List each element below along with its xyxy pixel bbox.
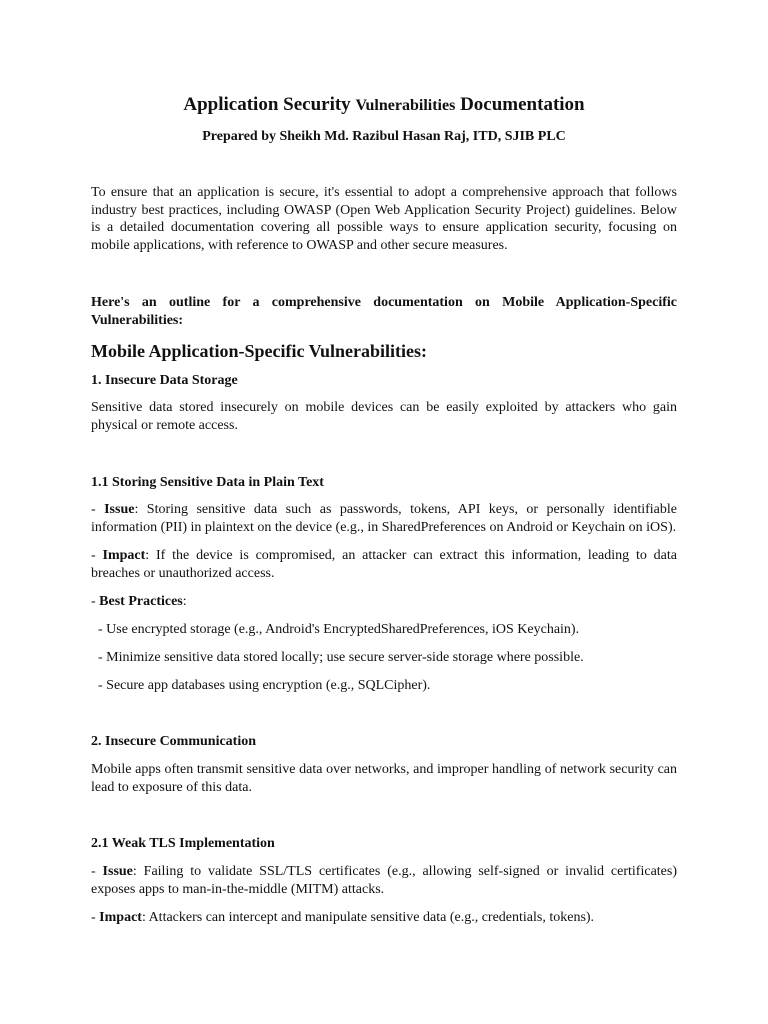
best-practice-item: - Secure app databases using encryption (e.g., SQLCipher). xyxy=(98,678,431,693)
issue-prefix: - xyxy=(91,502,105,517)
title-part-3: Documentation xyxy=(460,94,585,115)
document-title xyxy=(0,94,768,117)
paragraph-insecure-communication: Mobile apps often transmit sensitive data over networks, and improper handling of network security can lead to exposure of this data. xyxy=(91,762,677,795)
outline-paragraph: Here's an outline for a comprehensive documentation on Mobile Application-Specific Vulnerabilities: xyxy=(91,295,677,328)
bp-prefix: - xyxy=(91,594,100,609)
title-part-1: Application Security xyxy=(183,94,351,115)
impact-plain-text xyxy=(91,547,677,582)
impact-prefix: - xyxy=(91,910,100,925)
intro-paragraph: To ensure that an application is secure, it's essential to adopt a comprehensive approach that follows industry best practices, including OWASP (Open Web Application Security Project) guidelines. Below is a detailed documentation covering all possible ways to ensure application security, focusing on mobile applications, with reference to OWASP and other secure measures. xyxy=(91,185,677,253)
impact-text: : Attackers can intercept and manipulate sensitive data (e.g., credentials, tokens). xyxy=(141,910,595,925)
section-heading: Mobile Application-Specific Vulnerabilities: xyxy=(91,341,428,361)
issue-label: Issue xyxy=(102,864,133,879)
impact-prefix: - xyxy=(91,548,103,563)
title-part-2: Vulnerabilities xyxy=(355,97,456,114)
best-practice-item: - Minimize sensitive data stored locally; use secure server-side storage where possible. xyxy=(98,650,584,665)
heading-weak-tls: 2.1 Weak TLS Implementation xyxy=(91,836,275,851)
impact-text: : If the device is compromised, an attacker can extract this information, leading to data breaches or unauthorized access. xyxy=(91,548,677,581)
best-practice-item: - Use encrypted storage (e.g., Android's EncryptedSharedPreferences, iOS Keychain). xyxy=(98,622,580,637)
best-practices-heading xyxy=(91,593,677,611)
heading-insecure-data-storage: 1. Insecure Data Storage xyxy=(91,373,238,388)
bp-label: Best Practices xyxy=(99,594,183,609)
bp-colon: : xyxy=(182,594,187,609)
heading-insecure-communication: 2. Insecure Communication xyxy=(91,734,257,749)
issue-text: : Storing sensitive data such as passwords, tokens, API keys, or personally identifiable information (PII) in plaintext on the device (e.g., in SharedPreferences on Android or Keychain on iOS). xyxy=(91,502,677,535)
impact-weak-tls xyxy=(91,909,677,927)
issue-prefix: - xyxy=(91,864,103,879)
heading-plain-text: 1.1 Storing Sensitive Data in Plain Text xyxy=(91,475,324,490)
document-author: Prepared by Sheikh Md. Razibul Hasan Raj, ITD, SJIB PLC xyxy=(202,129,566,144)
issue-text: : Failing to validate SSL/TLS certificates (e.g., allowing self-signed or invalid certificates) exposes apps to man-in-the-middle (MITM) attacks. xyxy=(91,864,677,897)
issue-label: Issue xyxy=(104,502,135,517)
paragraph-insecure-data-storage: Sensitive data stored insecurely on mobile devices can be easily exploited by attackers who gain physical or remote access. xyxy=(91,400,677,433)
impact-label: Impact xyxy=(102,548,146,563)
issue-plain-text xyxy=(91,501,677,536)
impact-label: Impact xyxy=(99,910,142,925)
issue-weak-tls xyxy=(91,863,677,898)
